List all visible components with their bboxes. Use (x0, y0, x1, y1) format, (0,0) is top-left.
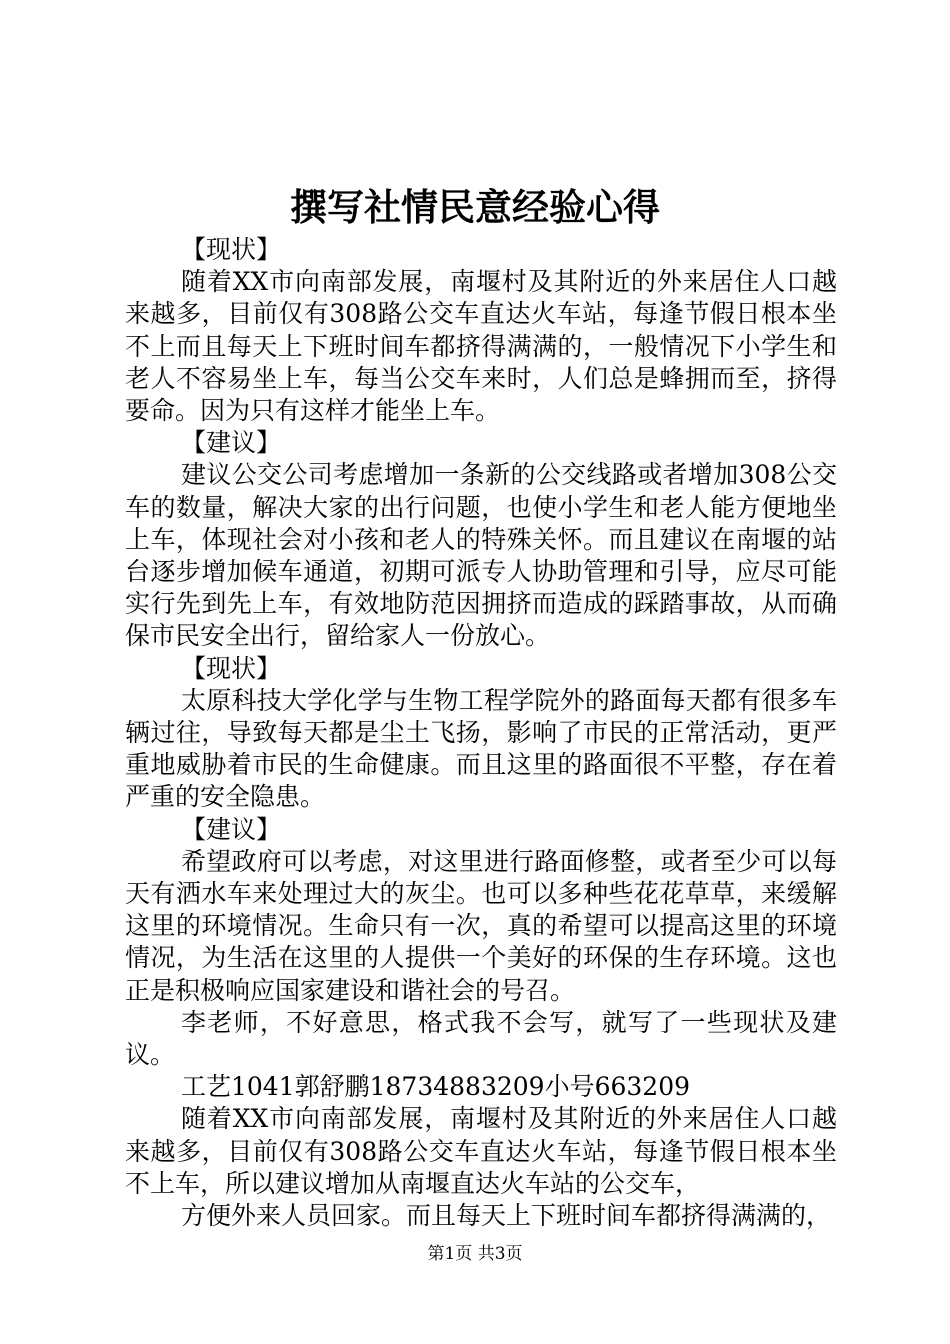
section-heading-suggestion: 【建议】 (181, 428, 282, 458)
section-heading-status: 【现状】 (181, 235, 282, 264)
body-paragraph: 随着XX市向南部发展，南堰村及其附近的外来居住人口越来越多，目前仅有308路公交车直达火车站，每逢节假日根本坐不上车，所以建议增加从南堰直达火车站的公交车， (125, 1104, 837, 1198)
page-number-footer: 第1页 共3页 (427, 1244, 523, 1264)
body-paragraph: 太原科技大学化学与生物工程学院外的路面每天都有很多车辆过往，导致每天都是尘土飞扬，影响了市民的正常活动，更严重地威胁着市民的生命健康。而且这里的路面很不平整，存在着严重的安全隐患。 (125, 685, 837, 812)
document-body (125, 234, 837, 1232)
author-line: 工艺1041郭舒鹏18734883209小号663209 (181, 1072, 691, 1102)
note-paragraph: 李老师，不好意思，格式我不会写，就写了一些现状及建议。 (125, 1007, 837, 1070)
body-paragraph: 方便外来人员回家。而且每天上下班时间车都挤得满满的， (181, 1201, 832, 1231)
document-title: 撰写社情民意经验心得 (290, 185, 660, 229)
body-paragraph: 随着XX市向南部发展，南堰村及其附近的外来居住人口越来越多，目前仅有308路公交车直达火车站，每逢节假日根本坐不上而且每天上下班时间车都挤得满满的，一般情况下小学生和老人不容易坐上车，每当公交车来时，人们总是蜂拥而至，挤得要命。因为只有这样才能坐上车。 (125, 267, 837, 426)
section-heading-status: 【现状】 (181, 653, 282, 683)
body-paragraph: 建议公交公司考虑增加一条新的公交线路或者增加308公交车的数量，解决大家的出行问题，也使小学生和老人能方便地坐上车，体现社会对小孩和老人的特殊关怀。而且建议在南堰的站台逐步增加候车通道，初期可派专人协助管理和引导，应尽可能实行先到先上车，有效地防范因拥挤而造成的踩踏事故，从而确保市民安全出行，留给家人一份放心。 (125, 460, 837, 651)
section-heading-suggestion: 【建议】 (181, 814, 282, 844)
body-paragraph: 希望政府可以考虑，对这里进行路面修整，或者至少可以每天有洒水车来处理过大的灰尘。也可以多种些花花草草，来缓解这里的环境情况。生命只有一次，真的希望可以提高这里的环境情况，为生活在这里的人提供一个美好的环保的生存环境。这也正是积极响应国家建设和谐社会的号召。 (125, 846, 837, 1005)
